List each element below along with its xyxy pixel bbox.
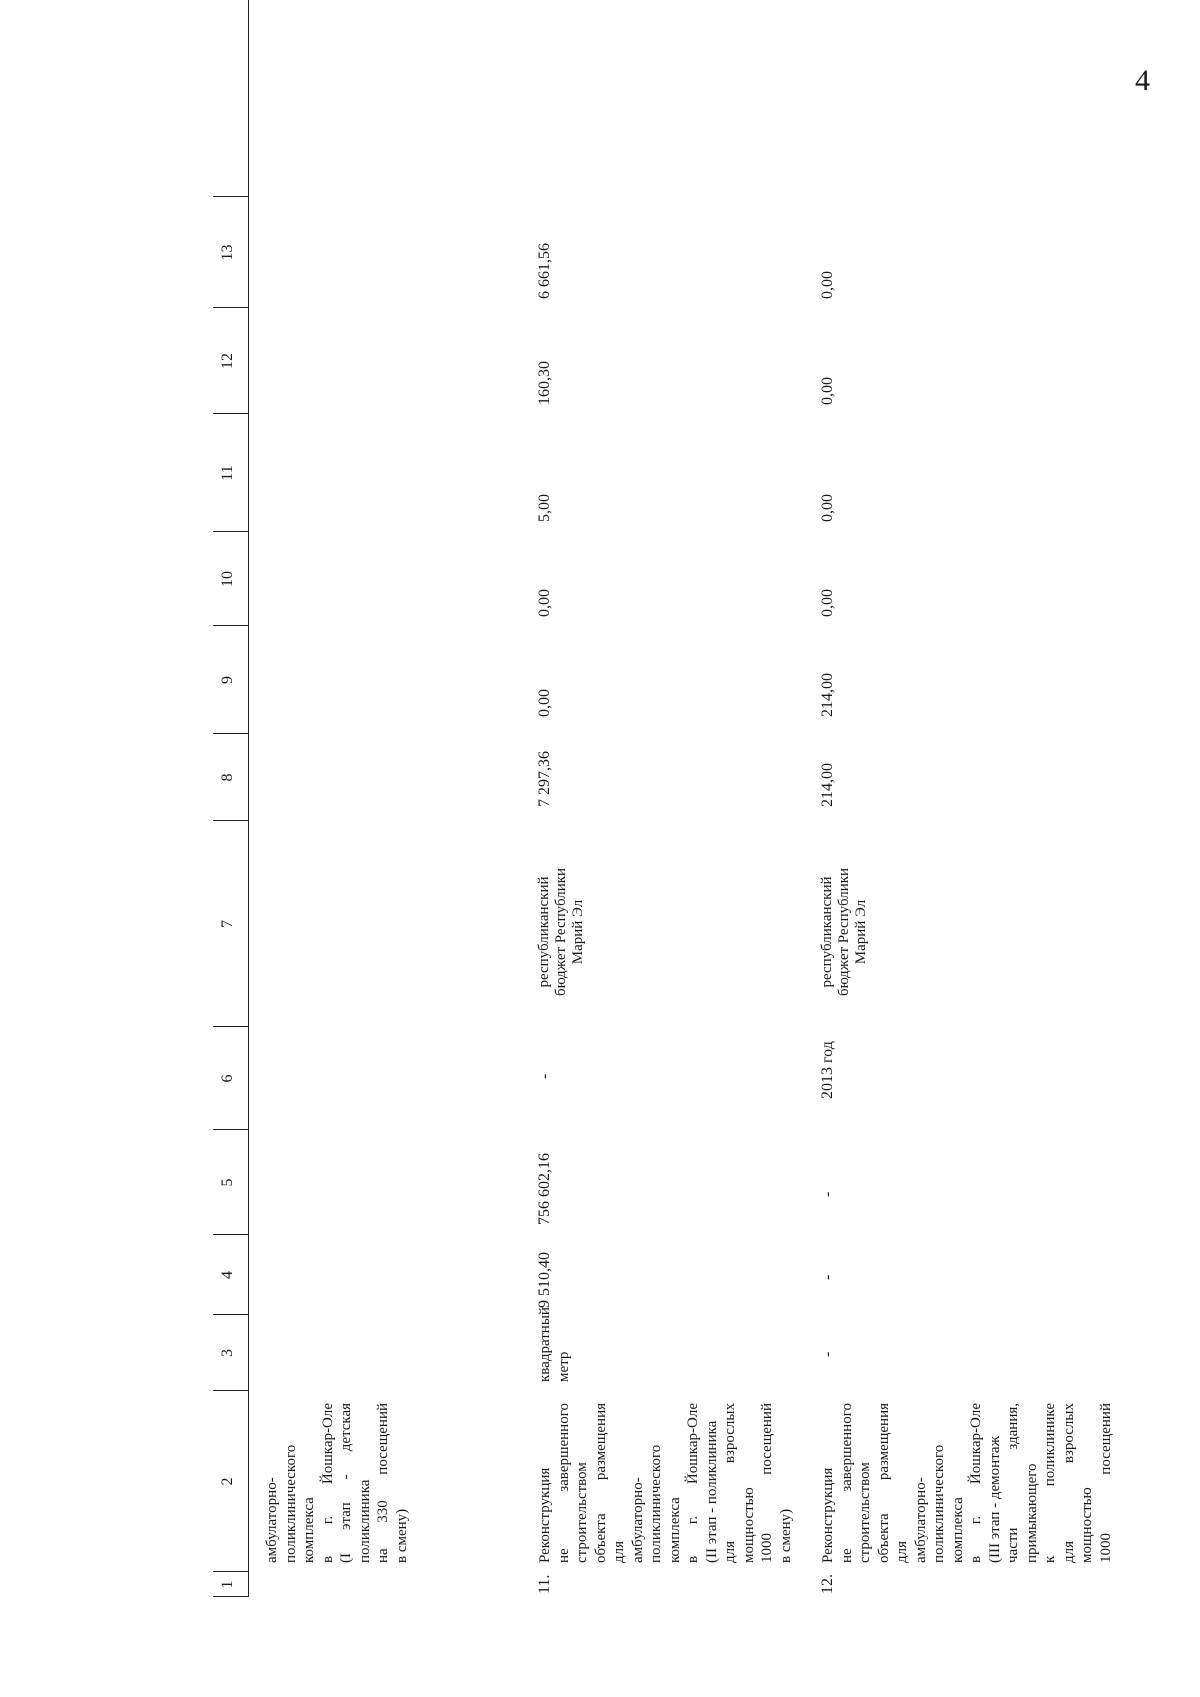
cell-col-4: - — [819, 1274, 836, 1280]
column-number-1: 1 — [219, 1580, 236, 1589]
cell-col-12: 0,00 — [819, 377, 836, 405]
column-number-4: 4 — [219, 1271, 236, 1279]
text-line: для взрослых — [1060, 1403, 1077, 1563]
cell-col-7: республиканский бюджет Республики Марий Эл — [819, 867, 869, 997]
text-line: в г. Йошкар-Оле — [685, 1403, 701, 1563]
cell-col-6: 2013 год — [819, 1041, 836, 1099]
cell-col-7: республиканский бюджет Республики Марий Эл — [536, 867, 586, 997]
text-line: амбулаторно- — [264, 1477, 280, 1563]
column-number-11: 11 — [219, 465, 236, 481]
text-line: 1000 посещений — [1097, 1403, 1114, 1563]
text-line: части здания, — [1005, 1403, 1021, 1563]
text-line: поликлинического — [648, 1444, 664, 1563]
text-line: в смену) — [777, 1508, 794, 1563]
text-line: примыкающего — [1023, 1463, 1040, 1563]
row-number: 11. — [536, 1574, 553, 1594]
column-number-2: 2 — [219, 1477, 236, 1486]
column-number-3: 3 — [219, 1349, 236, 1357]
cell-col-11: 0,00 — [819, 494, 836, 522]
object-name — [819, 1403, 1115, 1563]
column-number-8: 8 — [219, 773, 236, 782]
object-name — [536, 1403, 795, 1563]
text-line: в г. Йошкар-Оле — [319, 1403, 336, 1563]
column-number-7: 7 — [219, 920, 236, 928]
column-number-5: 5 — [219, 1178, 236, 1187]
text-line: на 330 посещений — [375, 1403, 391, 1563]
column-number-13: 13 — [219, 244, 236, 261]
text-line: объекта размещения — [592, 1403, 609, 1563]
text-line: комплекса — [666, 1497, 683, 1563]
text-line: мощностью — [740, 1487, 757, 1563]
text-line: поликлиника — [356, 1479, 373, 1563]
text-line: объекта размещения — [875, 1403, 892, 1563]
cell-col-11: 5,00 — [536, 494, 553, 522]
text-line: Реконструкция — [537, 1467, 553, 1563]
text-line: не завершенного — [555, 1403, 572, 1563]
cell-col-13: 0,00 — [819, 271, 836, 299]
text-line: поликлинического — [282, 1444, 299, 1563]
cell-col-13: 6 661,56 — [536, 243, 553, 299]
text-line: Реконструкция — [820, 1467, 836, 1563]
text-line: для взрослых — [722, 1403, 738, 1563]
text-line: (III этап - демонтаж — [986, 1436, 1003, 1563]
landscape-table — [213, 0, 1200, 1597]
text-line: к поликлинике — [1042, 1403, 1058, 1563]
text-line: (I этап - детская — [338, 1403, 354, 1563]
text-line: поликлинического — [931, 1444, 947, 1563]
cell-col-8: 7 297,36 — [536, 751, 553, 807]
cell-col-3: - — [819, 1351, 836, 1357]
text-line: в г. Йошкар-Оле — [968, 1403, 984, 1563]
column-number-header — [213, 0, 249, 1597]
cell-col-8: 214,00 — [819, 763, 836, 807]
text-line: амбулаторно- — [629, 1477, 646, 1563]
row-number: 12. — [819, 1574, 836, 1594]
text-line: амбулаторно- — [912, 1477, 929, 1563]
column-number-6: 6 — [219, 1074, 236, 1083]
cell-col-9: 0,00 — [536, 689, 553, 717]
text-line: строительством — [857, 1462, 873, 1563]
text-line: (II этап - поликлиника — [703, 1420, 720, 1563]
column-number-9: 9 — [219, 676, 236, 684]
text-line: для — [894, 1540, 910, 1563]
text-line: строительством — [574, 1462, 590, 1563]
cell-col-4: 9 510,40 — [536, 1252, 553, 1308]
column-number-12: 12 — [219, 353, 236, 369]
cell-col-10: 0,00 — [819, 589, 836, 617]
cell-col-5: 756 602,16 — [536, 1153, 553, 1225]
cell-col-3: квадратный метр — [537, 1307, 572, 1382]
text-line: в смену) — [393, 1508, 410, 1563]
cell-col-6: - — [536, 1073, 553, 1079]
cell-col-10: 0,00 — [536, 589, 553, 617]
continued-object-name — [263, 1403, 411, 1563]
text-line: 1000 посещений — [759, 1403, 775, 1563]
text-line: мощностью — [1079, 1487, 1095, 1563]
cell-col-12: 160,30 — [536, 361, 553, 405]
cell-col-5: - — [819, 1191, 836, 1197]
text-line: комплекса — [949, 1497, 966, 1563]
cell-col-9: 214,00 — [819, 673, 836, 717]
text-line: комплекса — [301, 1497, 317, 1563]
page-number: 4 — [1135, 64, 1150, 97]
text-line: не завершенного — [838, 1403, 855, 1563]
column-number-10: 10 — [219, 571, 236, 587]
text-line: для — [611, 1540, 627, 1563]
